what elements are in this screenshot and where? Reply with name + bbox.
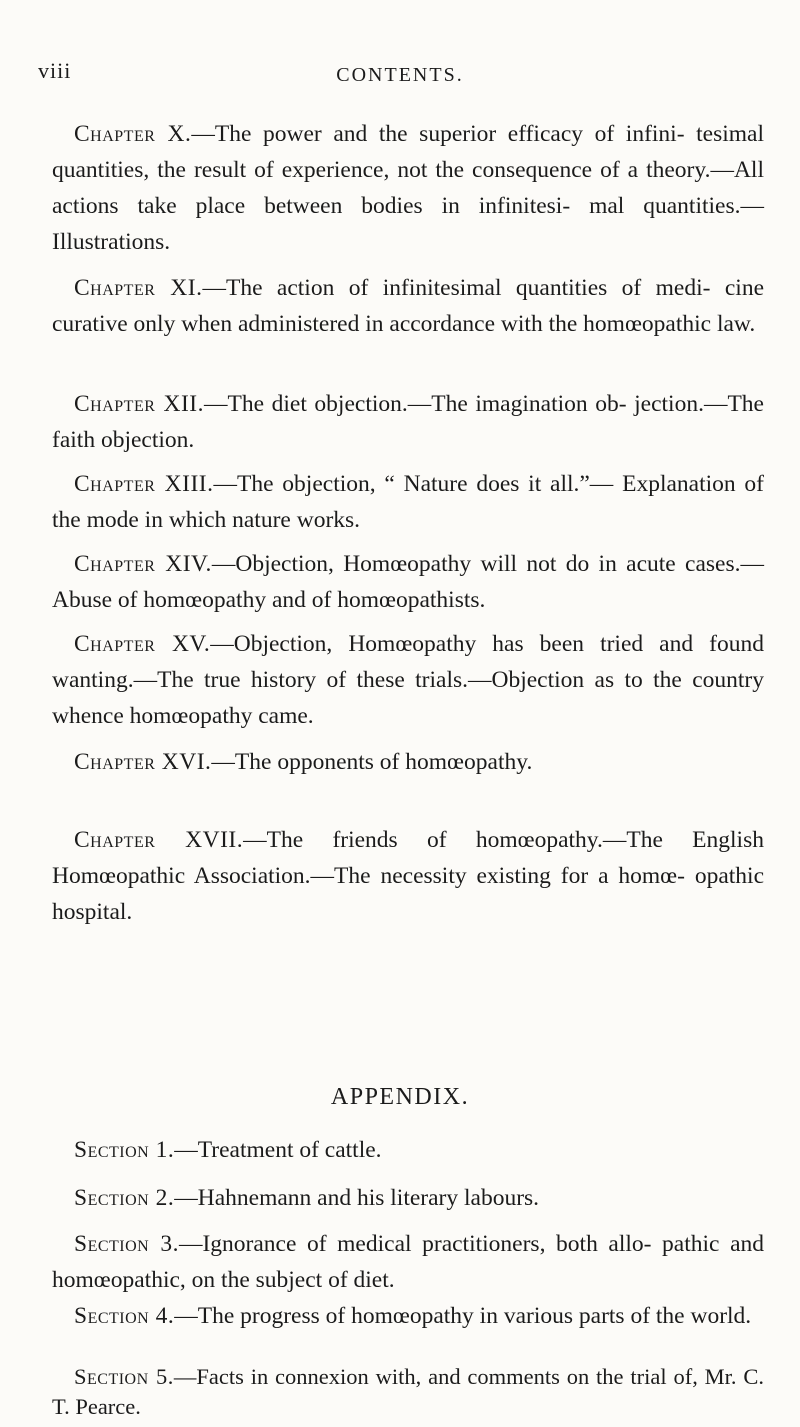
- contents-entry-chapter-14: [52, 546, 764, 618]
- contents-entry-chapter-10: [52, 12, 764, 260]
- entry-text: —The objection, “ Nature does it all.”— Explanation of the mode in which nature works.: [52, 471, 764, 533]
- contents-entry-chapter-16: [52, 744, 764, 780]
- entry-label: Section 3.: [74, 1231, 179, 1257]
- appendix-entry-section-3: [52, 1226, 764, 1298]
- contents-entry-chapter-13: [52, 466, 764, 538]
- entry-label: Chapter XIV.: [74, 551, 212, 577]
- entry-text: —Treatment of cattle.: [174, 1137, 382, 1163]
- appendix-entry-section-4: [52, 1298, 764, 1334]
- entry-text: —Facts in connexion with, and comments on the trial of, Mr. C. T. Pearce.: [52, 1364, 765, 1419]
- entry-text: —Ignorance of medical practitioners, both allo- pathic and homœopathic, on the subject of diet.: [52, 1231, 765, 1293]
- entry-text: —The diet objection.—The imagination ob- jection.—The faith objection.: [52, 391, 764, 453]
- entry-label: Chapter X.: [74, 121, 192, 147]
- page-number: viii: [38, 58, 72, 83]
- entry-text: —Objection, Homœopathy will not do in acute cases.—Abuse of homœopathy and of homœopathists.: [52, 551, 764, 613]
- entry-label: Section 2.: [74, 1185, 175, 1211]
- entry-text: —The opponents of homœopathy.: [211, 749, 533, 775]
- contents-entry-chapter-15: [52, 626, 764, 734]
- entry-label: Chapter XVII.: [74, 827, 244, 853]
- entry-label: Chapter XII.: [74, 391, 204, 417]
- entry-text: —The friends of homœopathy.—The English Homœopathic Association.—The necessity existing for a homœ- opathic hospital.: [52, 827, 764, 925]
- entry-text: —The power and the superior efficacy of infini- tesimal quantities, the result of experience, not the consequence of a theory.—All actions take place between bodies in infinitesi- mal quantities.—Illustrations.: [52, 121, 765, 255]
- appendix-entry-section-1: [52, 1132, 764, 1168]
- contents-entry-chapter-17: [52, 822, 764, 930]
- entry-label: Section 1.: [74, 1137, 175, 1163]
- entry-text: —Hahnemann and his literary labours.: [174, 1185, 540, 1211]
- entry-text: —The progress of homœopathy in various parts of the world.: [174, 1303, 752, 1329]
- entry-label: Chapter XVI.: [74, 749, 212, 775]
- entry-label: Chapter XIII.: [74, 471, 214, 497]
- entry-label: Chapter XI.: [74, 275, 203, 301]
- entry-label: Section 4.: [74, 1303, 175, 1329]
- entry-label: Chapter XV.: [74, 631, 211, 657]
- entry-label: Section 5.: [74, 1364, 174, 1389]
- appendix-heading: APPENDIX.: [330, 1084, 470, 1110]
- appendix-entry-section-5: [52, 1362, 764, 1422]
- entry-text: —Objection, Homœopathy has been tried and found wanting.—The true history of these trials.—Objection as to the country whence homœopathy came.: [52, 631, 764, 729]
- entry-text: —The action of infinitesimal quantities of medi- cine curative only when administered in accordance with the homœopathic law.: [52, 275, 765, 337]
- appendix-entry-section-2: [52, 1180, 764, 1216]
- running-head: CONTENTS.: [336, 64, 464, 86]
- contents-entry-chapter-11: [52, 270, 764, 342]
- contents-entry-chapter-12: [52, 386, 764, 458]
